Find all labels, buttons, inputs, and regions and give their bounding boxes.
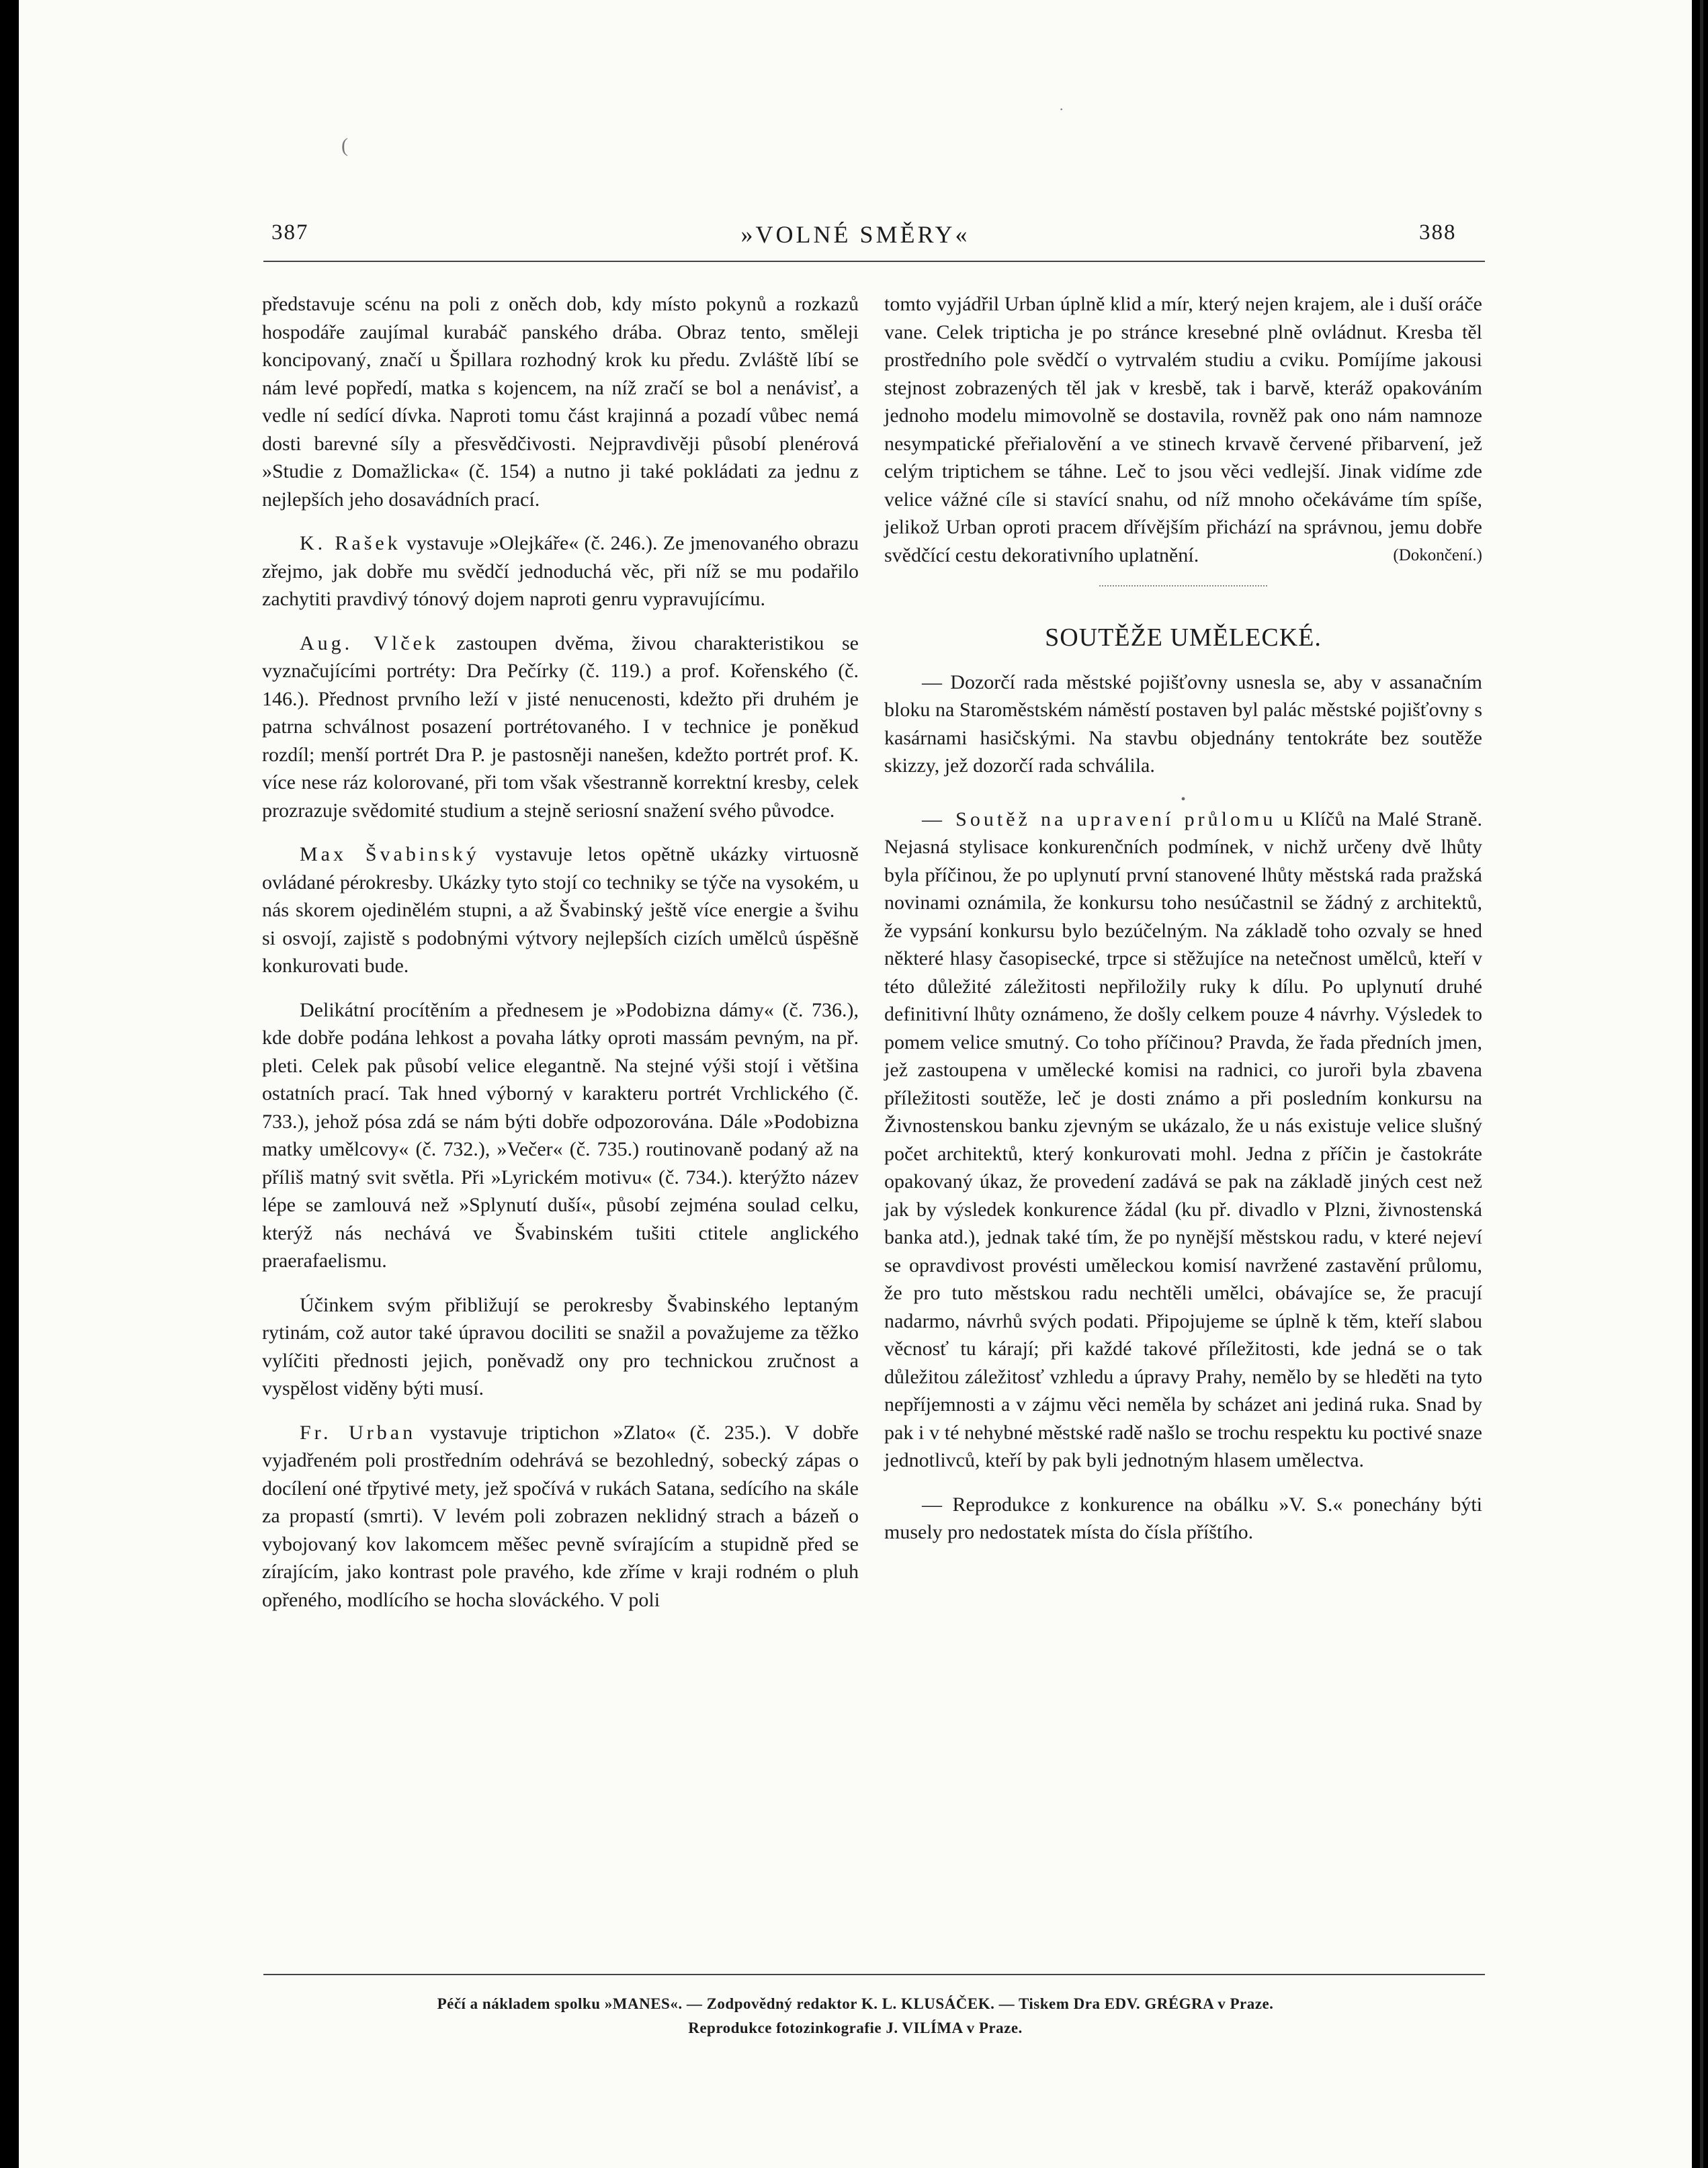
paragraph: Účinkem svým přibližují se perokresby Švabinského leptaným rytinám, což autor také úpravou dociliti se snažil a považujeme za těžko vylíčiti přednosti jejich, poněvadž ony pro technickou zručnost a vyspělost viděny býti musí. <box>262 1293 859 1399</box>
artist-name: Aug. Vlček <box>300 632 439 654</box>
artist-name: K. Rašek <box>300 532 401 554</box>
news-heading: — Soutěž na upravení průlomu <box>922 808 1277 830</box>
scan-speck: · <box>1059 101 1064 118</box>
section-title: SOUTĚŽE UMĚLECKÉ. <box>1045 623 1322 652</box>
left-column <box>262 290 859 1630</box>
continued-note: (Dokončení.) <box>1393 546 1482 564</box>
artist-name: Fr. Urban <box>300 1421 417 1444</box>
page-number-right: 388 <box>1419 220 1457 245</box>
running-title: »VOLNÉ SMĚRY« <box>740 221 970 248</box>
footer-rule <box>263 1974 1485 1975</box>
artist-name: Max Švabinský <box>300 843 480 865</box>
ornament-dot: • <box>1181 791 1186 807</box>
news-item: — Dozorčí rada městské pojišťovny usnesla se, aby v assanačním bloku na Staroměstském náměstí postaven byl palác městské pojišťovny s kasárnami hasičskými. Na stavbu objednány tentokráte bez soutěže skizzy, jež dozorčí rada schválila. <box>884 670 1482 777</box>
news-item: — Reprodukce z konkurence na obálku »V. S.« ponechány býti musely pro nedostatek místa do čísla příštího. <box>884 1493 1482 1543</box>
paragraph: tomto vyjádřil Urban úplně klid a mír, který nejen krajem, ale i duší oráče vane. Celek tripticha je po stránce kresebné plně ovládnut. Kresba těl prostředního pole svědčí o vytrvalém studiu a cviku. Pomíjíme jakousi stejnost zobrazených těl jak v kresbě, tak i barvě, kteráž opakováním jednoho modelu mimovolně se dostavila, rovněž pak ono nám namnoze nesympatické přeřialovění a ve stinech krvavě červené přibarvení, jež celým triptichem se táhne. Leč to jsou věci vedlejší. Jinak vidíme zde velice vážné cíle si stavící snahu, od níž mnoho očekáváme tím spíše, jelikož Urban oproti pracem dřívějším přichází na správnou, jemu dobře svědčící cestu dekorativního uplatnění. (Dokončení.) <box>884 290 1482 569</box>
paragraph: Delikátní procítěním a přednesem je »Podobizna dámy« (č. 736.), kde dobře podána lehkost a povaha látky oproti massám pevným, na př. pleti. Celek pak působí velice elegantně. Na stejné výši stojí i většina ostatních prací. Tak hned výborný v karakteru portrét Vrchlického (č. 733.), jehož pósa zdá se nám býti dobře odpozorována. Dále »Podobizna matky umělcovy« (č. 732.), »Večer« (č. 735.) routinovaně podaný až na příliš matný svit světla. Při »Lyrickém motivu« (č. 734.). kterýžto název lépe se zamlouvá než »Splynutí duší«, působí zejména soulad celku, kterýž nás nechává ve Švabinském tušiti ctitele anglického praerafaelismu. <box>262 998 859 1272</box>
paragraph: Max Švabinský vystavuje letos opětně ukázky virtuosně ovládané pérokresby. Ukázky tyto stojí co techniky se týče na vysokém, u nás skorem ojedinělém stupni, a až Švabinský ještě více energie a švihu si osvojí, zajistě s podobnými výtvory nejlepších cizích umělců úspěšně konkurovati bude. <box>262 843 859 977</box>
paragraph: představuje scénu na poli z oněch dob, kdy místo pokynů a rozkazů hospodáře zaujímal kurabáč panského drába. Obraz tento, směleji koncipovaný, značí u Špillara rozhodný krok ku předu. Zvláště líbí se nám levé popředí, matka s kojencem, na níž zračí se bol a nenávisť, a vedle ní sedící dívka. Naproti tomu část krajinná a pozadí vůbec nemá dosti barevné síly a přesvědčivosti. Nejpravdivěji působí plenérová »Studie z Domažlicka« (č. 154) a nutno ji také pokládati za jednu z nejlepších jeho dosavádních prací. <box>262 293 859 511</box>
imprint-line: Péčí a nákladem spolku »MANES«. — Zodpovědný redaktor K. L. KLUSÁČEK. — Tiskem Dra EDV. GRÉGRA v Praze. <box>437 1995 1274 2012</box>
imprint-line: Reprodukce fotozinkografie J. VILÍMA v Praze. <box>688 2020 1023 2036</box>
paragraph: Aug. Vlček zastoupen dvěma, živou charakteristikou se vyznačujícími portréty: Dra Pečírky (č. 119.) a prof. Kořenského (č. 146.). Přednost prvního leží v jisté nenucenosti, kdežto při druhém je patrna schválnost posazení portrétovaného. I v technice je poněkud rozdíl; menší portrét Dra P. je pastosněji nanešen, kdežto portrét prof. K. více nese ráz kolorované, při tom však všestranně korrektní kresby, celek prozrazuje svědomité studium a stejně seriosní snažení svého původce. <box>262 632 859 822</box>
scan-edge <box>1700 0 1703 2168</box>
page <box>19 0 1692 2168</box>
section-separator <box>1099 585 1267 587</box>
page-number-left: 387 <box>271 220 309 245</box>
right-column <box>884 290 1482 1563</box>
news-item: — Soutěž na upravení průlomu u Klíčů na Malé Straně. Nejasná stylisace konkurenčních podmínek, v nichž určeny dvě lhůty byla příčinou, že po uplynutí první stanovené lhůty městská rada pražská novinami oznámila, že konkursu toho nesúčastnil se žádný z architektů, že vypsání konkursu bylo bezúčelným. Na základě toho ozvaly se hned některé hlasy časopisecké, trpce si stěžujíce na netečnost umělců, kteří v této důležité záležitosti nepřiložily ruky k dílu. Po uplynutí druhé definitivní lhůty oznámeno, že došly celkem pouze 4 návrhy. Výsledek to pomem velice smutný. Co toho příčinou? Pravda, že řada předních jmen, jež zastoupena v umělecké komisi na radnici, co juroři byla zbavena příležitosti soutěže, leč je dosti známo a při posledním konkursu na Živnostenskou banku zjevným se ukázalo, že u nás existuje velice slušný počet architektů, který konkurovati mohl. Jedna z příčin je častokráte opakovaný úkaz, že provedení zadává se pak na základě jiných cest než jak by výsledek konkurence žádal (ku př. divadlo v Plzni, živnostenská banka atd.), jednak také tím, že po nynější městskou radu, v které nejeví se opravdivost provésti uměleckou komisí navržené zastavění průlomu, že pro tuto městskou radu nechtěli umělci, obávajíce se, že pracují nadarmo, návrhů svých podati. Připojujeme se úplně k těm, kteří slabou věcnosť tu kárají; při každé takové příležitosti, kde jedná se o tak důležitou záležitosť vzhledu a úpravy Prahy, nemělo by se hleděti na tyto nepříjemnosti a v zájmu věci neměla by scházet ani jediná ruka. Snad by pak i v té nehybné městské radě našlo se trochu respektu ku poctivé snaze jednotlivců, kteří by pak byli jednotným hlasem umělectva. <box>884 808 1482 1471</box>
scan-speck: ( <box>341 134 348 157</box>
paragraph: K. Rašek vystavuje »Olejkáře« (č. 246.). Ze jmenovaného obrazu zřejmo, jak dobře mu svědčí jednoduchá věc, při níž se mu podařilo zachytiti pravdivý tónový dojem naproti genru vypravujícímu. <box>262 532 859 610</box>
paragraph: Fr. Urban vystavuje triptichon »Zlato« (č. 235.). V dobře vyjadřeném poli prostředním odehrává se bezohledný, sobecký zápas o docílení oné třpytivé mety, jež spočívá v rukách Satana, sedícího na skále za propastí (smrti). V levém poli zobrazen neklidný strach a bázeň o vybojovaný kov lakomcem měšec pevně svírajícím a stupidně před se zírajícím, jako kontrast pole pravého, kde zříme v kraji rodném o pluh opřeného, modlícího se hocha slováckého. V poli <box>262 1421 859 1611</box>
header-rule <box>263 261 1485 262</box>
